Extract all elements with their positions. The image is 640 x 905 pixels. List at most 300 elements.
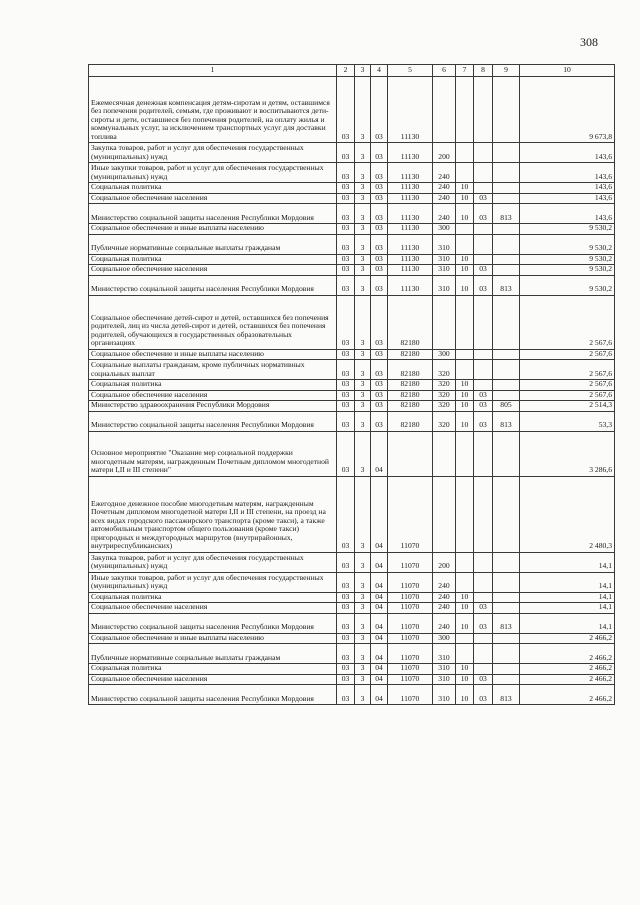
code-cell: 3 (355, 592, 371, 603)
code-cell: 11130 (388, 77, 433, 143)
code-cell: 03 (474, 275, 493, 295)
code-cell: 3 (355, 265, 371, 276)
table-row (89, 234, 615, 254)
code-cell (456, 431, 474, 476)
table-row (89, 254, 615, 265)
code-cell: 03 (371, 411, 388, 431)
code-cell: 03 (337, 380, 355, 391)
code-cell: 03 (474, 193, 493, 204)
code-cell (474, 254, 493, 265)
table-row (89, 193, 615, 204)
code-cell: 11070 (388, 552, 433, 572)
code-cell: 320 (433, 390, 456, 401)
code-cell: 3 (355, 674, 371, 685)
code-cell (388, 431, 433, 476)
page-number: 308 (580, 35, 598, 49)
code-cell: 300 (433, 224, 456, 235)
code-cell (474, 664, 493, 675)
code-cell (493, 360, 520, 380)
code-cell: 03 (474, 265, 493, 276)
amount-cell: 9 530,2 (520, 275, 615, 295)
code-cell: 03 (474, 685, 493, 705)
code-cell (433, 476, 456, 552)
code-cell (493, 664, 520, 675)
code-cell: 240 (433, 193, 456, 204)
code-cell: 04 (371, 674, 388, 685)
table-row (89, 275, 615, 295)
row-name-cell: Публичные нормативные социальные выплаты гражданам (89, 234, 337, 254)
row-name-cell: Закупка товаров, работ и услуг для обеспечения государственных (муниципальных) нужд (89, 143, 337, 163)
code-cell: 11130 (388, 183, 433, 194)
code-cell: 04 (371, 633, 388, 644)
amount-cell: 2 466,2 (520, 644, 615, 664)
amount-cell: 143,6 (520, 143, 615, 163)
amount-cell: 143,6 (520, 193, 615, 204)
code-cell: 10 (456, 265, 474, 276)
code-cell (474, 163, 493, 183)
code-cell: 03 (371, 143, 388, 163)
code-cell: 03 (371, 204, 388, 224)
amount-cell: 2 567,6 (520, 349, 615, 360)
code-cell: 10 (456, 613, 474, 633)
code-cell: 3 (355, 552, 371, 572)
code-cell (474, 633, 493, 644)
code-cell: 11130 (388, 234, 433, 254)
code-cell (474, 224, 493, 235)
code-cell: 3 (355, 275, 371, 295)
table-row (89, 664, 615, 675)
code-cell: 10 (456, 275, 474, 295)
code-cell: 03 (371, 360, 388, 380)
code-cell: 240 (433, 183, 456, 194)
code-cell (493, 674, 520, 685)
code-cell: 805 (493, 401, 520, 412)
code-cell: 04 (371, 572, 388, 592)
code-cell: 03 (337, 390, 355, 401)
code-cell (433, 77, 456, 143)
column-header: 10 (520, 65, 615, 77)
code-cell (493, 77, 520, 143)
code-cell: 3 (355, 254, 371, 265)
code-cell: 03 (371, 234, 388, 254)
code-cell: 04 (371, 644, 388, 664)
table-row (89, 224, 615, 235)
code-cell: 11130 (388, 265, 433, 276)
table-row (89, 380, 615, 391)
code-cell: 3 (355, 234, 371, 254)
code-cell: 240 (433, 572, 456, 592)
code-cell: 320 (433, 380, 456, 391)
code-cell: 3 (355, 143, 371, 163)
table-row (89, 552, 615, 572)
code-cell: 04 (371, 431, 388, 476)
code-cell (474, 592, 493, 603)
code-cell: 240 (433, 163, 456, 183)
code-cell (456, 163, 474, 183)
code-cell (493, 552, 520, 572)
code-cell: 3 (355, 401, 371, 412)
code-cell (474, 183, 493, 194)
row-name-cell: Иные закупки товаров, работ и услуг для обеспечения государственных (муниципальных) нужд (89, 163, 337, 183)
code-cell: 10 (456, 193, 474, 204)
code-cell: 3 (355, 224, 371, 235)
code-cell: 300 (433, 349, 456, 360)
row-name-cell: Закупка товаров, работ и услуг для обеспечения государственных (муниципальных) нужд (89, 552, 337, 572)
table-row (89, 431, 615, 476)
code-cell (493, 633, 520, 644)
code-cell: 10 (456, 685, 474, 705)
code-cell: 10 (456, 183, 474, 194)
row-name-cell: Ежегодное денежное пособие многодетным матерям, награжденным Почетным дипломом многодетной матери I,II и III степени, на проезд на всех видах городского пассажирского транспорта (кроме такси), а также автомобильным транспортом общего пользования (кроме такси) пригородных и междугородных маршрутов (внутрирайонных, внутриреспубликанских) (89, 476, 337, 552)
code-cell: 3 (355, 572, 371, 592)
code-cell: 03 (337, 633, 355, 644)
row-name-cell: Социальные выплаты гражданам, кроме публичных нормативных социальных выплат (89, 360, 337, 380)
code-cell: 03 (337, 674, 355, 685)
amount-cell: 2 567,6 (520, 295, 615, 349)
code-cell: 10 (456, 390, 474, 401)
code-cell (493, 295, 520, 349)
code-cell: 3 (355, 664, 371, 675)
table-row (89, 265, 615, 276)
code-cell: 03 (371, 295, 388, 349)
code-cell: 03 (474, 674, 493, 685)
code-cell: 3 (355, 193, 371, 204)
code-cell: 3 (355, 349, 371, 360)
amount-cell: 9 530,2 (520, 234, 615, 254)
code-cell: 04 (371, 592, 388, 603)
code-cell: 03 (337, 411, 355, 431)
column-header: 7 (456, 65, 474, 77)
code-cell: 813 (493, 685, 520, 705)
code-cell: 11070 (388, 644, 433, 664)
code-cell: 3 (355, 183, 371, 194)
table-row (89, 572, 615, 592)
table-row (89, 633, 615, 644)
row-name-cell: Министерство социальной защиты населения Республики Мордовия (89, 275, 337, 295)
code-cell: 03 (371, 224, 388, 235)
code-cell (474, 552, 493, 572)
code-cell: 11130 (388, 143, 433, 163)
code-cell: 11130 (388, 163, 433, 183)
budget-table (88, 64, 615, 705)
code-cell: 03 (371, 401, 388, 412)
column-header: 9 (493, 65, 520, 77)
code-cell (493, 163, 520, 183)
code-cell: 10 (456, 401, 474, 412)
row-name-cell: Министерство социальной защиты населения Республики Мордовия (89, 411, 337, 431)
table-row (89, 204, 615, 224)
code-cell: 11070 (388, 476, 433, 552)
amount-cell: 2 567,6 (520, 390, 615, 401)
column-header: 8 (474, 65, 493, 77)
code-cell: 10 (456, 664, 474, 675)
row-name-cell: Социальное обеспечение детей-сирот и детей, оставшихся без попечения родителей, лиц из числа детей-сирот и детей, оставшихся без попечения родителей, обучающихся в государственных образовательных организациях (89, 295, 337, 349)
code-cell: 03 (474, 204, 493, 224)
code-cell (474, 476, 493, 552)
code-cell: 03 (371, 183, 388, 194)
amount-cell: 2 567,6 (520, 360, 615, 380)
row-name-cell: Министерство социальной защиты населения Республики Мордовия (89, 204, 337, 224)
code-cell (493, 476, 520, 552)
code-cell: 03 (337, 360, 355, 380)
code-cell: 11070 (388, 572, 433, 592)
amount-cell: 2 514,3 (520, 401, 615, 412)
code-cell: 03 (337, 204, 355, 224)
code-cell: 03 (337, 644, 355, 664)
code-cell: 200 (433, 143, 456, 163)
code-cell: 03 (337, 572, 355, 592)
table-row (89, 163, 615, 183)
code-cell: 3 (355, 613, 371, 633)
code-cell (433, 295, 456, 349)
row-name-cell: Ежемесячная денежная компенсация детям-сиротам и детям, оставшимся без попечения родителей, семьям, где проживают и воспитываются дети-сироты и дети, оставшиеся без попечения родителей, на оплату жилья и коммунальных услуг, за исключением транспортных услуг для доставки топлива (89, 77, 337, 143)
table-row (89, 295, 615, 349)
code-cell: 03 (337, 193, 355, 204)
code-cell: 03 (371, 349, 388, 360)
code-cell: 11070 (388, 613, 433, 633)
header-row (89, 65, 615, 77)
table-row (89, 77, 615, 143)
code-cell (474, 143, 493, 163)
code-cell: 82180 (388, 411, 433, 431)
code-cell: 03 (371, 254, 388, 265)
code-cell: 3 (355, 685, 371, 705)
amount-cell: 14,1 (520, 613, 615, 633)
code-cell (493, 183, 520, 194)
amount-cell: 9 673,8 (520, 77, 615, 143)
code-cell: 11070 (388, 633, 433, 644)
code-cell: 04 (371, 603, 388, 614)
column-header: 1 (89, 65, 337, 77)
code-cell: 03 (474, 613, 493, 633)
code-cell: 03 (371, 77, 388, 143)
code-cell: 11070 (388, 685, 433, 705)
column-header: 3 (355, 65, 371, 77)
code-cell: 03 (337, 685, 355, 705)
code-cell: 240 (433, 204, 456, 224)
amount-cell: 14,1 (520, 603, 615, 614)
amount-cell: 2 567,6 (520, 380, 615, 391)
code-cell (474, 644, 493, 664)
amount-cell: 9 530,2 (520, 254, 615, 265)
table-row (89, 685, 615, 705)
code-cell: 310 (433, 644, 456, 664)
amount-cell: 2 480,3 (520, 476, 615, 552)
amount-cell: 53,3 (520, 411, 615, 431)
code-cell: 82180 (388, 349, 433, 360)
code-cell: 03 (337, 592, 355, 603)
table-body (89, 77, 615, 705)
row-name-cell: Социальное обеспечение и иные выплаты населению (89, 224, 337, 235)
code-cell: 03 (337, 476, 355, 552)
code-cell: 11070 (388, 674, 433, 685)
code-cell: 03 (337, 552, 355, 572)
table-row (89, 401, 615, 412)
code-cell (456, 633, 474, 644)
code-cell: 03 (371, 275, 388, 295)
code-cell: 04 (371, 476, 388, 552)
code-cell: 03 (474, 390, 493, 401)
row-name-cell: Социальное обеспечение и иные выплаты населению (89, 633, 337, 644)
code-cell (456, 644, 474, 664)
code-cell: 03 (371, 163, 388, 183)
code-cell: 310 (433, 685, 456, 705)
table-row (89, 603, 615, 614)
amount-cell: 2 466,2 (520, 674, 615, 685)
table-row (89, 349, 615, 360)
code-cell: 04 (371, 552, 388, 572)
code-cell: 04 (371, 685, 388, 705)
code-cell: 310 (433, 254, 456, 265)
code-cell: 10 (456, 204, 474, 224)
code-cell: 320 (433, 360, 456, 380)
code-cell: 03 (337, 143, 355, 163)
row-name-cell: Публичные нормативные социальные выплаты гражданам (89, 644, 337, 664)
code-cell: 03 (337, 234, 355, 254)
row-name-cell: Социальное обеспечение населения (89, 674, 337, 685)
code-cell: 03 (337, 254, 355, 265)
code-cell: 3 (355, 163, 371, 183)
code-cell (493, 644, 520, 664)
code-cell: 03 (371, 390, 388, 401)
amount-cell: 143,6 (520, 163, 615, 183)
code-cell: 04 (371, 613, 388, 633)
row-name-cell: Социальная политика (89, 183, 337, 194)
code-cell: 03 (337, 401, 355, 412)
code-cell (493, 193, 520, 204)
row-name-cell: Социальная политика (89, 380, 337, 391)
code-cell (433, 431, 456, 476)
code-cell: 300 (433, 633, 456, 644)
code-cell: 11130 (388, 193, 433, 204)
code-cell: 10 (456, 411, 474, 431)
row-name-cell: Социальное обеспечение населения (89, 603, 337, 614)
code-cell: 11130 (388, 275, 433, 295)
code-cell (456, 224, 474, 235)
amount-cell: 14,1 (520, 592, 615, 603)
code-cell (474, 360, 493, 380)
row-name-cell: Социальная политика (89, 592, 337, 603)
code-cell: 10 (456, 674, 474, 685)
code-cell (456, 234, 474, 254)
code-cell: 3 (355, 476, 371, 552)
code-cell (474, 77, 493, 143)
code-cell (474, 380, 493, 391)
code-cell: 240 (433, 592, 456, 603)
code-cell: 10 (456, 254, 474, 265)
table-row (89, 411, 615, 431)
code-cell: 82180 (388, 295, 433, 349)
code-cell (474, 572, 493, 592)
code-cell: 310 (433, 265, 456, 276)
code-cell: 3 (355, 77, 371, 143)
code-cell (456, 77, 474, 143)
code-cell (456, 295, 474, 349)
code-cell: 813 (493, 411, 520, 431)
row-name-cell: Социальная политика (89, 254, 337, 265)
code-cell: 3 (355, 295, 371, 349)
row-name-cell: Министерство здравоохранения Республики Мордовия (89, 401, 337, 412)
table-row (89, 476, 615, 552)
code-cell: 03 (337, 275, 355, 295)
table-row (89, 674, 615, 685)
code-cell: 3 (355, 204, 371, 224)
code-cell (474, 234, 493, 254)
code-cell: 04 (371, 664, 388, 675)
code-cell (474, 295, 493, 349)
code-cell: 3 (355, 380, 371, 391)
code-cell: 82180 (388, 390, 433, 401)
code-cell: 03 (474, 411, 493, 431)
row-name-cell: Социальное обеспечение населения (89, 265, 337, 276)
code-cell: 03 (337, 664, 355, 675)
row-name-cell: Социальное обеспечение населения (89, 390, 337, 401)
code-cell (456, 552, 474, 572)
amount-cell: 2 466,2 (520, 685, 615, 705)
code-cell: 813 (493, 613, 520, 633)
code-cell (474, 349, 493, 360)
code-cell: 10 (456, 380, 474, 391)
code-cell: 3 (355, 633, 371, 644)
code-cell (493, 592, 520, 603)
column-header: 5 (388, 65, 433, 77)
row-name-cell: Министерство социальной защиты населения Республики Мордовия (89, 613, 337, 633)
table-row (89, 143, 615, 163)
code-cell (456, 572, 474, 592)
code-cell: 310 (433, 234, 456, 254)
column-header: 2 (337, 65, 355, 77)
code-cell (493, 254, 520, 265)
code-cell: 03 (337, 613, 355, 633)
table-row (89, 644, 615, 664)
code-cell: 11070 (388, 664, 433, 675)
column-header: 4 (371, 65, 388, 77)
code-cell: 240 (433, 603, 456, 614)
code-cell (493, 380, 520, 391)
code-cell: 03 (474, 603, 493, 614)
row-name-cell: Министерство социальной защиты населения Республики Мордовия (89, 685, 337, 705)
code-cell: 03 (371, 265, 388, 276)
code-cell: 200 (433, 552, 456, 572)
code-cell: 82180 (388, 401, 433, 412)
table-row (89, 360, 615, 380)
code-cell: 03 (337, 183, 355, 194)
code-cell (493, 349, 520, 360)
amount-cell: 9 530,2 (520, 224, 615, 235)
row-name-cell: Основное мероприятие "Оказание мер социальной поддержки многодетным матерям, награжденным Почетным дипломом многодетной матери I,II и III степени" (89, 431, 337, 476)
code-cell (456, 349, 474, 360)
code-cell: 320 (433, 411, 456, 431)
amount-cell: 143,6 (520, 204, 615, 224)
code-cell: 03 (337, 224, 355, 235)
code-cell: 03 (337, 603, 355, 614)
code-cell: 11130 (388, 254, 433, 265)
amount-cell: 143,6 (520, 183, 615, 194)
code-cell: 03 (371, 193, 388, 204)
code-cell (456, 360, 474, 380)
amount-cell: 14,1 (520, 552, 615, 572)
code-cell: 82180 (388, 360, 433, 380)
code-cell: 03 (337, 77, 355, 143)
code-cell (474, 431, 493, 476)
code-cell: 310 (433, 674, 456, 685)
code-cell: 11130 (388, 224, 433, 235)
amount-cell: 14,1 (520, 572, 615, 592)
code-cell: 10 (456, 603, 474, 614)
table-row (89, 183, 615, 194)
code-cell (493, 603, 520, 614)
code-cell: 3 (355, 603, 371, 614)
